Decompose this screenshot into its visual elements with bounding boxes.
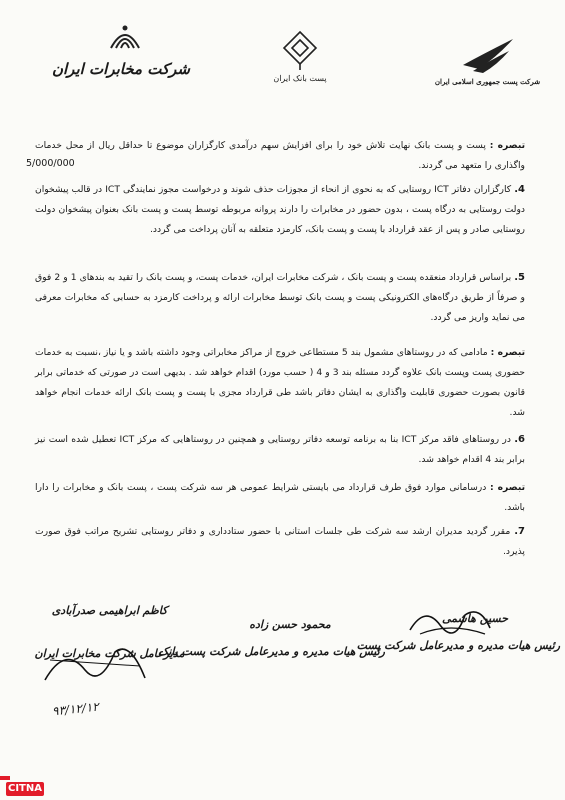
postbank-logo bbox=[255, 28, 345, 83]
amount-value: 5/000/000 bbox=[26, 158, 75, 169]
citna-watermark bbox=[6, 782, 44, 796]
postbank-emblem-icon bbox=[278, 28, 322, 72]
postbank-logo-text: پست بانک ایران bbox=[273, 74, 327, 83]
iran-post-logo-text: شرکت پست جمهوری اسلامی ایران bbox=[434, 77, 541, 86]
note-label: تبصره : bbox=[489, 140, 526, 151]
post-bird-icon bbox=[459, 35, 517, 75]
iran-post-logo bbox=[430, 35, 545, 86]
clause-text: مقرر گردید مدیران ارشد سه شرکت طی جلسات استانی با حضور ستادداری و دفاتر روستایی تشریح مراتب فوق صورت پذیرد. bbox=[35, 526, 525, 557]
note-text: درسامانی موارد فوق طرف قرارداد می بایستی شرایط عمومی هر سه شرکت پست ، پست بانک و مخابرات را دارا باشد. bbox=[35, 482, 525, 513]
clause-number: 5. bbox=[514, 272, 526, 283]
watermark-text: CITNA bbox=[8, 783, 42, 794]
clause-text: براساس قرارداد منعقده پست و پست بانک ، شرکت مخابرات ایران، خدمات پست، و پست بانک را تقید به بندهای 1 و 2 فوق و صرفاً از طریق درگاه‌های الکترونیکی پست و پست بانک توسط مخابرات ارائه و پرداخت کارمزد به حسابی که مخابرات معرفی می نماید واریز می گردد. bbox=[35, 272, 525, 323]
note-paragraph-3 bbox=[35, 478, 525, 518]
clause-6 bbox=[35, 430, 525, 470]
note-label: تبصره : bbox=[490, 347, 526, 358]
clause-text: در روستاهای فاقد مرکز ICT بنا به برنامه توسعه دفاتر روستایی و همچنین در روستاهایی که مرکز ICT تعطیل شده است نیز برابر بند 4 اقدام خواهد شد. bbox=[35, 434, 525, 465]
clause-text: کارگزاران دفاتر ICT روستایی که به نحوی از انحاء از مجوزات حذف شوند و درخواست مجوز نمایندگی ICT در قالب پیشخوان دولت روستایی به درگاه پست ، بدون حضور در مخابرات را دارند پروانه مربوطه توسط پست و پست بانک بعنوان پیشخوان دولت روستایی صادر و پس از عقد قرارداد با پست و پست بانک، کارمزد متعلقه به آنان پرداخت می گردد. bbox=[35, 184, 525, 235]
signer-title: رئیس هیات مدیره و مدیرعامل شرکت پست بانک bbox=[158, 645, 385, 658]
signer-name: کاظم ابراهیمی صدرآبادی bbox=[51, 604, 168, 617]
signature-block-tci bbox=[22, 604, 197, 660]
tci-logo-text: شرکت مخابرات ایران bbox=[52, 60, 190, 78]
signature-block-post bbox=[356, 612, 560, 652]
clause-number: 4. bbox=[514, 184, 526, 195]
watermark-accent bbox=[0, 776, 10, 780]
clause-7 bbox=[35, 522, 525, 562]
note-label: تبصره : bbox=[490, 482, 526, 493]
tci-logo bbox=[52, 18, 190, 78]
signature-block-postbank bbox=[158, 618, 385, 658]
signer-title: مدیرعامل شرکت مخابرات ایران bbox=[34, 647, 185, 660]
signer-title: رئیس هیات مدیره و مدیرعامل شرکت پست bbox=[356, 639, 560, 652]
note-paragraph-2 bbox=[35, 343, 525, 423]
clause-4 bbox=[35, 180, 525, 240]
clause-5 bbox=[35, 268, 525, 328]
tci-emblem-icon bbox=[105, 18, 145, 58]
note-text: مادامی که در روستاهای مشمول بند 5 مستطاعی خروج از مراکز مخابراتی وجود داشته باشد و یا نیاز ،نسبت به خدمات حضوری پست وپست بانک علاوه گردد مسئله بند 3 و 4 ( حسب مورد) اقدام خواهد شد . بدیهی است در صورتی که خدماتی برابر قانون بصورت حضوری قابلیت واگذاری به ایشان دفاتر باشد طی قرارداد مجزی با پست و پست بانک ارائه خدمات انجام خواهد شد. bbox=[35, 347, 525, 418]
clause-number: 7. bbox=[514, 526, 525, 537]
note-text: پست و پست بانک نهایت تلاش خود را برای افزایش سهم درآمدی کارگزاران موضوع تا حداقل bbox=[118, 140, 486, 151]
signer-name: حسین هاشمی bbox=[441, 612, 509, 625]
note-paragraph-1 bbox=[35, 136, 525, 176]
handwritten-date: ۹۳/۱۲/۱۲ bbox=[51, 699, 100, 719]
clause-number: 6. bbox=[514, 434, 525, 445]
note-text-2: ریال از محل خدمات واگذاری را متعهد می گردند. bbox=[35, 140, 525, 171]
signer-name: محمود حسن زاده bbox=[249, 618, 331, 631]
